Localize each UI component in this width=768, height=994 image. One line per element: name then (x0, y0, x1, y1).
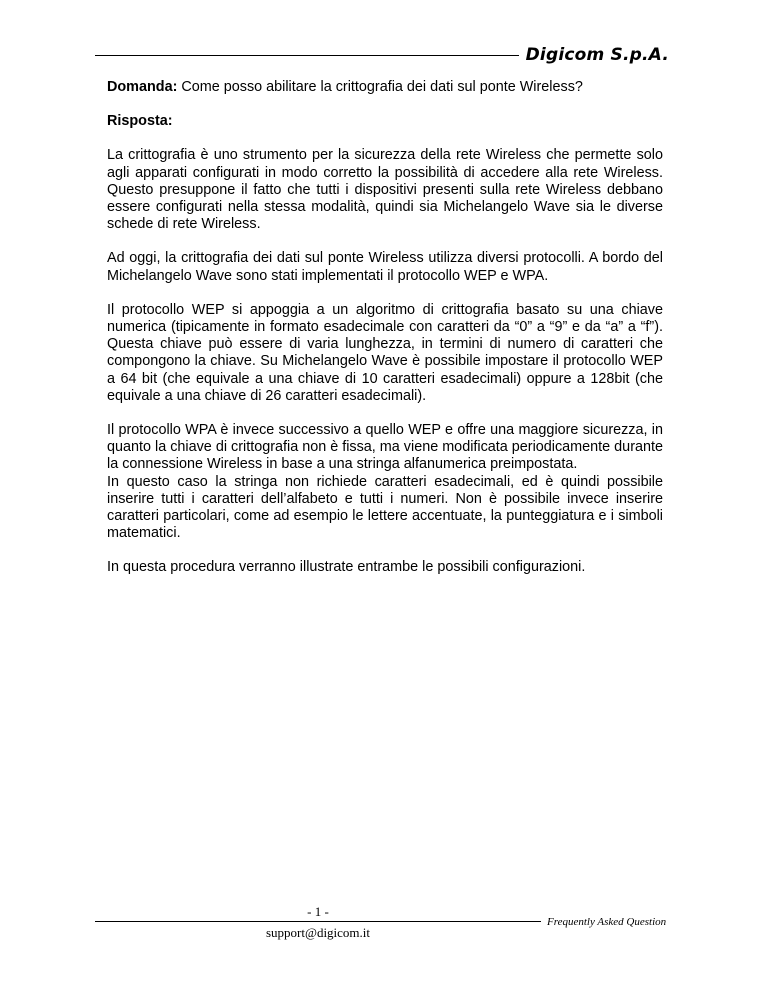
document-type: Frequently Asked Question (547, 916, 667, 928)
question-label: Domanda: (107, 79, 178, 95)
paragraph-intro: La crittografia è uno strumento per la sicurezza della rete Wireless che permette solo agli apparati configurati in modo corretto la possibilità di accedere alla rete Wireless. Questo presuppone il fatto che tutti i dispositivi presenti sulla rete Wireless debbano essere configurati nella stessa modalità, quindi sia Michelangelo Wave sia le diverse schede di rete Wireless. (107, 147, 663, 233)
paragraph-wpa-string: In questo caso la stringa non richiede caratteri esadecimali, ed è quindi possibile inserire tutti i caratteri dell’alfabeto e tutti i numeri. Non è possibile invece inserire caratteri particolari, come ad esempio le lettere accentuate, la punteggiatura e i simboli matematici. (107, 473, 663, 542)
paragraph-closing: In questa procedura verranno illustrate entrambe le possibili configurazioni. (107, 559, 586, 576)
footer-rule (95, 921, 541, 922)
page-header (95, 44, 673, 68)
support-email: support@digicom.it (265, 925, 371, 940)
page-number: - 1 - (307, 904, 329, 919)
document-body (107, 79, 663, 594)
page-footer (95, 904, 675, 944)
answer-heading (107, 113, 663, 130)
answer-label: Risposta: (107, 113, 173, 130)
question-text: Come posso abilitare la crittografia dei dati sul ponte Wireless? (177, 79, 583, 95)
paragraph-wpa: Il protocollo WPA è invece successivo a quello WEP e offre una maggiore sicurezza, in quanto la chiave di crittografia non è fissa, ma viene modificata periodicamente durante la connessione Wireless in base a una stringa alfanumerica preimpostata. (107, 422, 663, 473)
company-name: Digicom S.p.A. (525, 45, 669, 65)
paragraph-wep: Il protocollo WEP si appoggia a un algoritmo di crittografia basato su una chiave numerica (tipicamente in formato esadecimale con caratteri da “0” a “9” e da “a” a “f”). Questa chiave può essere di varia lunghezza, in termini di numero di caratteri che compongono la chiave. Su Michelangelo Wave è possibile impostare il protocollo WEP a 64 bit (che equivale a una chiave di 10 caratteri esadecimali) oppure a 128bit (che equivale a una chiave di 26 caratteri esadecimali). (107, 301, 663, 404)
question (107, 79, 663, 96)
header-rule (95, 55, 519, 56)
paragraph-protocols: Ad oggi, la crittografia dei dati sul ponte Wireless utilizza diversi protocolli. A bordo del Michelangelo Wave sono stati implementati il protocollo WEP e WPA. (107, 250, 663, 284)
